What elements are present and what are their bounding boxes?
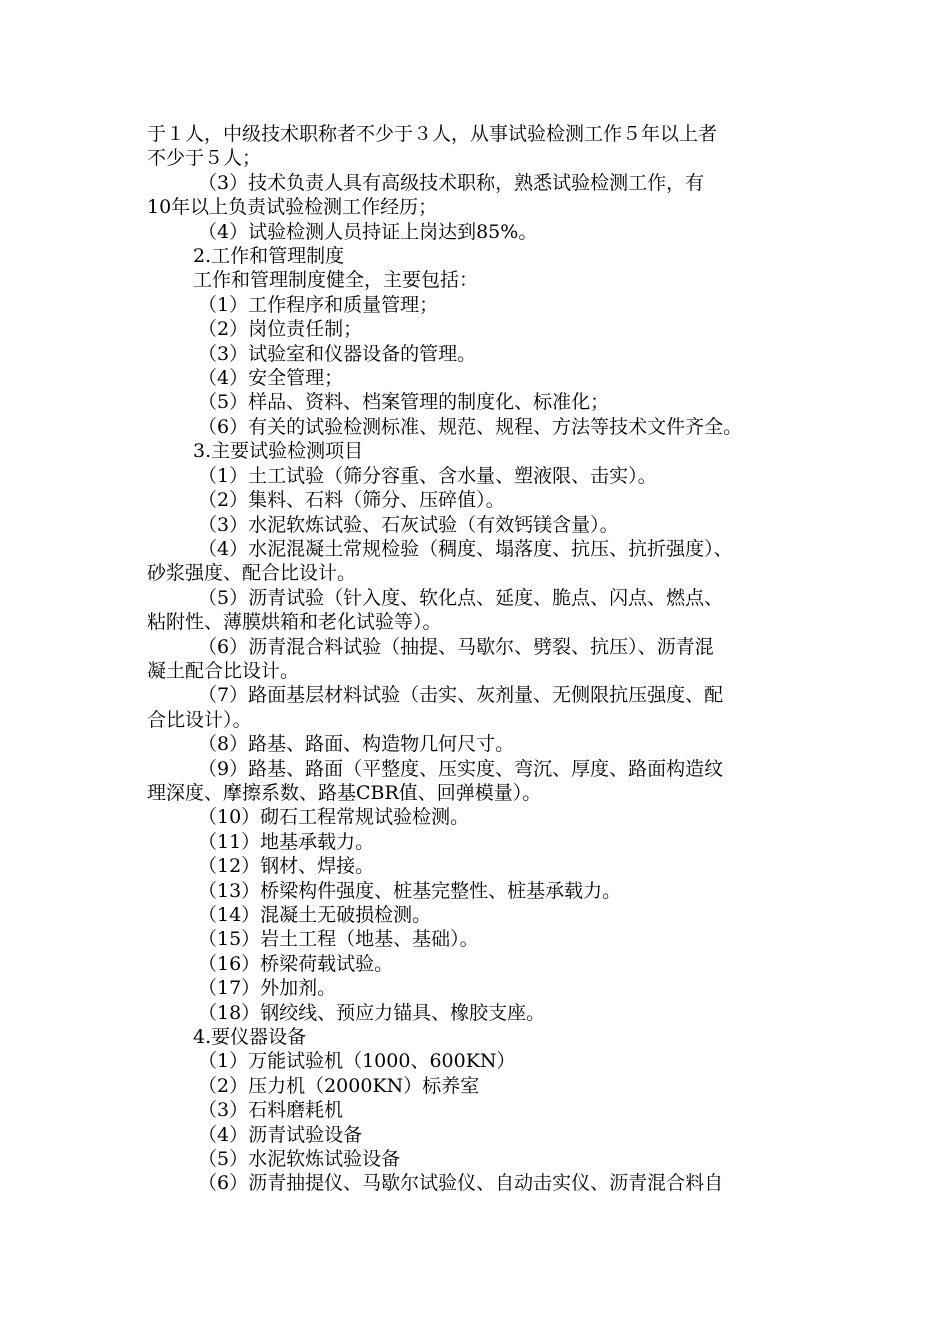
text-line: （1）万能试验机（1000、600KN） <box>198 1050 516 1073</box>
text-line: 砂浆强度、配合比设计。 <box>147 562 357 585</box>
text-line: （7）路面基层材料试验（击实、灰剂量、无侧限抗压强度、配 <box>198 684 724 707</box>
document-body <box>147 122 827 1196</box>
text-line: 理深度、摩擦系数、路基CBR值、回弹模量）。 <box>147 781 542 804</box>
text-line: （2）集料、石料（筛分、压碎值）。 <box>198 489 505 512</box>
text-line: （4）试验检测人员持证上岗达到85%。 <box>198 220 538 243</box>
text-line: （3）水泥软炼试验、石灰试验（有效钙镁含量）。 <box>198 513 619 536</box>
text-line: （5）样品、资料、档案管理的制度化、标准化； <box>198 391 610 414</box>
text-line: 3.主要试验检测项目 <box>193 440 364 463</box>
text-line: （3）试验室和仪器设备的管理。 <box>198 342 477 365</box>
text-line: （17）外加剂。 <box>198 977 337 1000</box>
text-line: 工作和管理制度健全，主要包括： <box>193 269 479 292</box>
text-line: （6）沥青混合料试验（抽提、马歇尔、劈裂、抗压）、沥青混 <box>198 635 714 658</box>
text-line: （5）沥青试验（针入度、软化点、延度、脆点、闪点、燃点、 <box>198 586 724 609</box>
text-line: （13）桥梁构件强度、桩基完整性、桩基承载力。 <box>198 879 622 902</box>
text-line: （8）路基、路面、构造物几何尺寸。 <box>198 733 515 756</box>
text-line: 10年以上负责试验检测工作经历； <box>147 196 438 219</box>
text-line: （5）水泥软炼试验设备 <box>198 1148 401 1171</box>
text-line: （3）石料磨耗机 <box>198 1099 344 1122</box>
text-line: （2）压力机（2000KN）标养室 <box>198 1074 480 1097</box>
text-line: 粘附性、薄膜烘箱和老化试验等）。 <box>147 611 442 634</box>
text-line: 不少于５人； <box>147 147 262 170</box>
text-line: 合比设计）。 <box>147 708 252 731</box>
text-line: （18）钢绞线、预应力锚具、橡胶支座。 <box>198 1001 546 1024</box>
text-line: （6）有关的试验检测标准、规范、规程、方法等技术文件齐全。 <box>198 415 743 438</box>
text-line: （12）钢材、焊接。 <box>198 855 375 878</box>
text-line: 4.要仪器设备 <box>193 1026 307 1049</box>
text-line: 2.工作和管理制度 <box>193 245 345 268</box>
text-line: （11）地基承载力。 <box>198 830 375 853</box>
text-line: （4）水泥混凝土常规检验（稠度、塌落度、抗压、抗折强度）、 <box>198 537 733 560</box>
text-line: 凝土配合比设计。 <box>147 659 300 682</box>
text-line: （15）岩土工程（地基、基础）。 <box>198 928 479 951</box>
text-line: （4）安全管理； <box>198 367 344 390</box>
text-line: （14）混凝土无破损检测。 <box>198 904 432 926</box>
text-line: （16）桥梁荷载试验。 <box>198 952 394 975</box>
text-line: （10）砌石工程常规试验检测。 <box>198 806 470 829</box>
text-line: （6）沥青抽提仪、马歇尔试验仪、自动击实仪、沥青混合料自 <box>198 1172 724 1195</box>
text-line: （1）工作程序和质量管理； <box>198 293 439 316</box>
text-line: 于１人，中级技术职称者不少于３人，从事试验检测工作５年以上者 <box>147 123 718 145</box>
text-line: （1）土工试验（筛分容重、含水量、塑液限、击实）。 <box>198 464 657 487</box>
text-line: （9）路基、路面（平整度、压实度、弯沉、厚度、路面构造纹 <box>198 757 724 780</box>
text-line: （4）沥青试验设备 <box>198 1123 363 1146</box>
text-line: （2）岗位责任制； <box>198 318 363 341</box>
text-line: （3）技术负责人具有高级技术职称，熟悉试验检测工作，有 <box>198 171 705 194</box>
